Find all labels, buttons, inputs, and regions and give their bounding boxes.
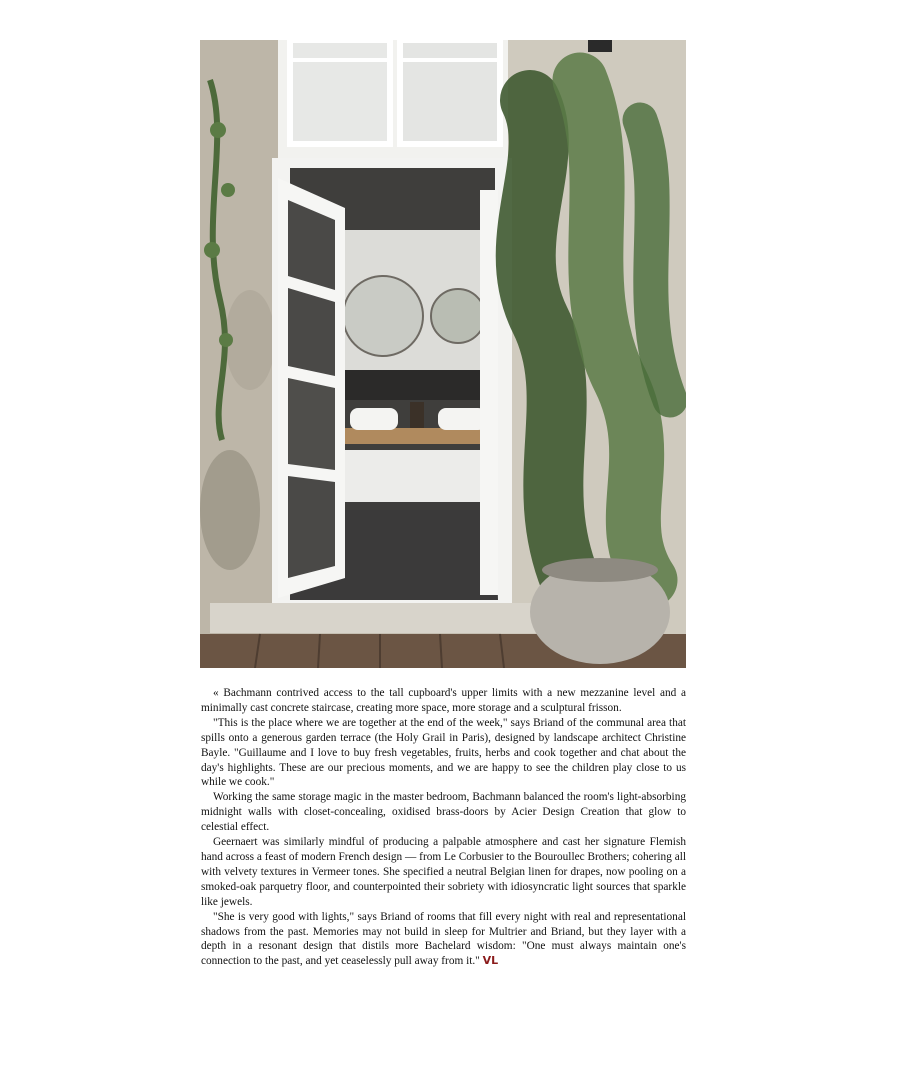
paragraph-1: « Bachmann contrived access to the tall cupboard's upper limits with a new mezzanine level and a minimally cast concrete staircase, creating more space, more storage and a sculptural frisson.: [201, 687, 686, 714]
article-photo: [200, 40, 686, 668]
end-mark: VL: [482, 954, 499, 968]
paragraph-2: "This is the place where we are together at the end of the week," says Briand of the communal area that spills onto a generous garden terrace (the Holy Grail in Paris), designed by landscape architect Christine Bayle. "Guillaume and I love to buy fresh vegetables, fruits, herbs and cook together and chat about the day's highlights. These are our precious moments, and we are happy to see the children play close to us while we cook.": [201, 716, 686, 789]
paragraph-5: [201, 910, 686, 970]
paragraph-4: Geernaert was similarly mindful of producing a palpable atmosphere and cast her signature Flemish hand across a feast of modern French design — from Le Corbusier to the Bouroullec Brothers; cohering all with velvety textures in Vermeer tones. She specified a neutral Belgian linen for drapes, now pooling on a smoked-oak parquetry floor, and counterpointed their sobriety with idiosyncratic light sources that sparkle like jewels.: [201, 836, 686, 908]
paragraph-5-text: "She is very good with lights," says Briand of rooms that fill every night with real and representational shadows from the past. Memories may not build in sleep for Multrier and Briand, but they layer with a depth in a resonant design that distils more Bachelard wisdom: "One must always maintain one's connection to the past, and yet ceaselessly pull away from it.": [201, 910, 686, 968]
article-body: [201, 686, 686, 969]
paragraph-3: Working the same storage magic in the master bedroom, Bachmann balanced the room's light-absorbing midnight walls with closet-concealing, oxidised brass-doors by Acier Design Creation that glow to celestial effect.: [201, 791, 686, 834]
